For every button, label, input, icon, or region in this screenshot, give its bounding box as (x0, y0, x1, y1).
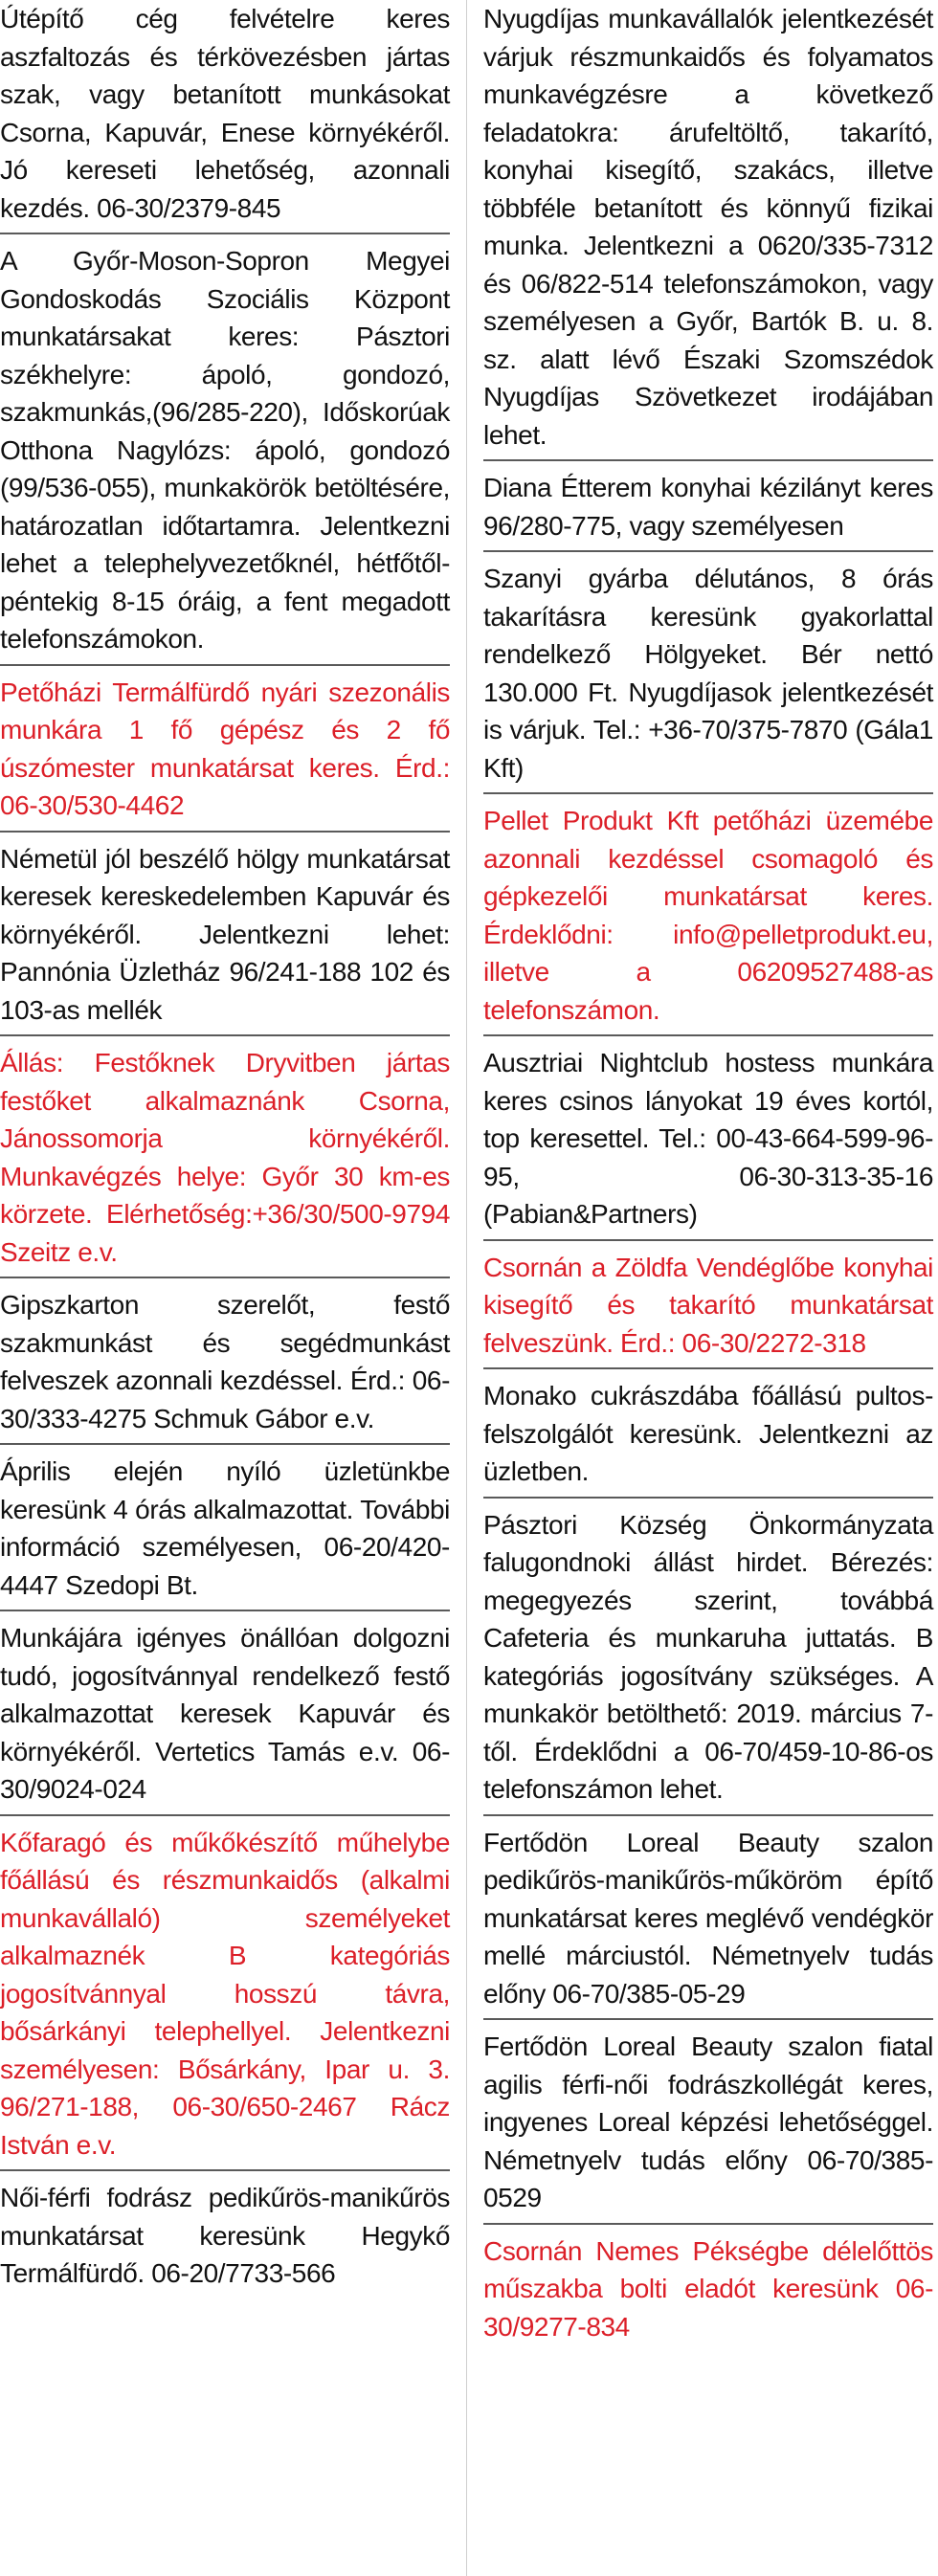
job-ad: Monako cukrászdába főállású pultos-felszolgálót keresünk. Jelentkezni az üzletben. (483, 1369, 933, 1499)
job-ad: Pásztori Község Önkormányzata falugondnoki állást hirdet. Bérezés: megegyezés szerint, továbbá Cafeteria és munkaruha juttatás. B kategóriás jogosítvány szükséges. A munkakör betölthető: 2019. március 7-től. Érdeklődni a 06-70/459-10-86-os telefonszámon lehet. (483, 1499, 933, 1816)
job-ad: Gipszkarton szerelőt, festő szakmunkást és segédmunkást felveszek azonnali kezdéssel. Érd.: 06-30/333-4275 Schmuk Gábor e.v. (0, 1278, 450, 1445)
job-ad: A Győr-Moson-Sopron Megyei Gondoskodás Szociális Központ munkatársakat keres: Pásztori székhelyre: ápoló, gondozó, szakmunkás,(96/285-220), Időskorúak Otthona Nagylózs: ápoló, gondozó (99/536-055), munkakörök betöltésére, határozatlan időtartamra. Jelentkezni lehet a telephelyvezetőknél, hétfőtől-péntekig 8-15 óráig, a fent megadott telefonszámokon. (0, 234, 450, 666)
job-ad: Április elején nyíló üzletünkbe keresünk 4 órás alkalmazottat. További információ személyesen, 06-20/420-4447 Szedopi Bt. (0, 1445, 450, 1611)
job-ad-highlighted: Petőházi Termálfürdő nyári szezonális munkára 1 fő gépész és 2 fő úszómester munkatársat keres. Érd.: 06-30/530-4462 (0, 666, 450, 833)
job-ad-highlighted: Pellet Produkt Kft petőházi üzemébe azonnali kezdéssel csomagoló és gépkezelői munkatársat keres. Érdeklődni: info@pelletprodukt.eu, illetve a 06209527488-as telefonszámon. (483, 794, 933, 1036)
job-ad: Munkájára igényes önállóan dolgozni tudó, jogosítvánnyal rendelkező festő alkalmazottat keresek Kapuvár és környékéről. Vertetics Tamás e.v. 06-30/9024-024 (0, 1611, 450, 1816)
job-ad: Nyugdíjas munkavállalók jelentkezését várjuk részmunkaidős és folyamatos munkavégzésre a következő feladatokra: árufeltöltő, takarító, konyhai kisegítő, szakács, illetve többféle betanított és könnyű fizikai munka. Jelentkezni a 0620/335-7312 és 06/822-514 telefonszámokon, vagy személyesen a Győr, Bartók B. u. 8. sz. alatt lévő Északi Szomszédok Nyugdíjas Szövetkezet irodájában lehet. (483, 0, 933, 461)
job-ad: Útépítő cég felvételre keres aszfaltozás és térkövezésben jártas szak, vagy betanított munkásokat Csorna, Kapuvár, Enese környékéről. Jó kereseti lehetőség, azonnali kezdés. 06-30/2379-845 (0, 0, 450, 234)
left-column (0, 0, 450, 2576)
job-ad: Diana Étterem konyhai kézilányt keres 96/280-775, vagy személyesen (483, 461, 933, 552)
job-ad: Szanyi gyárba délutános, 8 órás takarításra keresünk gyakorlattal rendelkező Hölgyeket. Bér nettó 130.000 Ft. Nyugdíjasok jelentkezését is várjuk. Tel.: +36-70/375-7870 (Gála1 Kft) (483, 552, 933, 794)
job-ad: Németül jól beszélő hölgy munkatársat keresek kereskedelemben Kapuvár és környékéről. Jelentkezni lehet: Pannónia Üzletház 96/241-188 102 és 103-as mellék (0, 833, 450, 1037)
right-column (483, 0, 933, 2576)
job-ad-highlighted: Kőfaragó és műkőkészítő műhelybe főállású és részmunkaidős (alkalmi munkavállaló) személyeket alkalmaznék B kategóriás jogosítvánnyal hosszú távra, bősárkányi telephellyel. Jelentkezni személyesen: Bősárkány, Ipar u. 3. 96/271-188, 06-30/650-2467 Rácz István e.v. (0, 1816, 450, 2172)
job-ad: Női-férfi fodrász pedikűrös-manikűrös munkatársat keresünk Hegykő Termálfürdő. 06-20/7733-566 (0, 2183, 450, 2288)
job-ad-highlighted: Csornán Nemes Pékségbe délelőttös műszakba bolti eladót keresünk 06-30/9277-834 (483, 2235, 933, 2342)
job-ad: Fertődön Loreal Beauty szalon pedikűrös-manikűrös-műköröm építő munkatársat keres meglévő vendégkör mellé márciustól. Németnyelv tudás előny 06-70/385-05-29 (483, 1816, 933, 2021)
job-ad-highlighted: Csornán a Zöldfa Vendéglőbe konyhai kisegítő és takarító munkatársat felveszünk. Érd.: 06-30/2272-318 (483, 1241, 933, 1370)
job-ad-highlighted: Állás: Festőknek Dryvitben jártas festőket alkalmaznánk Csorna, Jánossomorja környékéről. Munkavégzés helye: Győr 30 km-es körzete. Elérhetőség:+36/30/500-9794 Szeitz e.v. (0, 1036, 450, 1278)
job-ad: Ausztriai Nightclub hostess munkára keres csinos lányokat 19 éves kortól, top keresettel. Tel.: 00-43-664-599-96-95, 06-30-313-35-16 (Pabian&Partners) (483, 1036, 933, 1241)
column-divider (466, 0, 467, 2576)
job-ad: Fertődön Loreal Beauty szalon fiatal agilis férfi-női fodrászkollégát keres, ingyenes Loreal képzési lehetőséggel. Németnyelv tudás előny 06-70/385-0529 (483, 2020, 933, 2225)
